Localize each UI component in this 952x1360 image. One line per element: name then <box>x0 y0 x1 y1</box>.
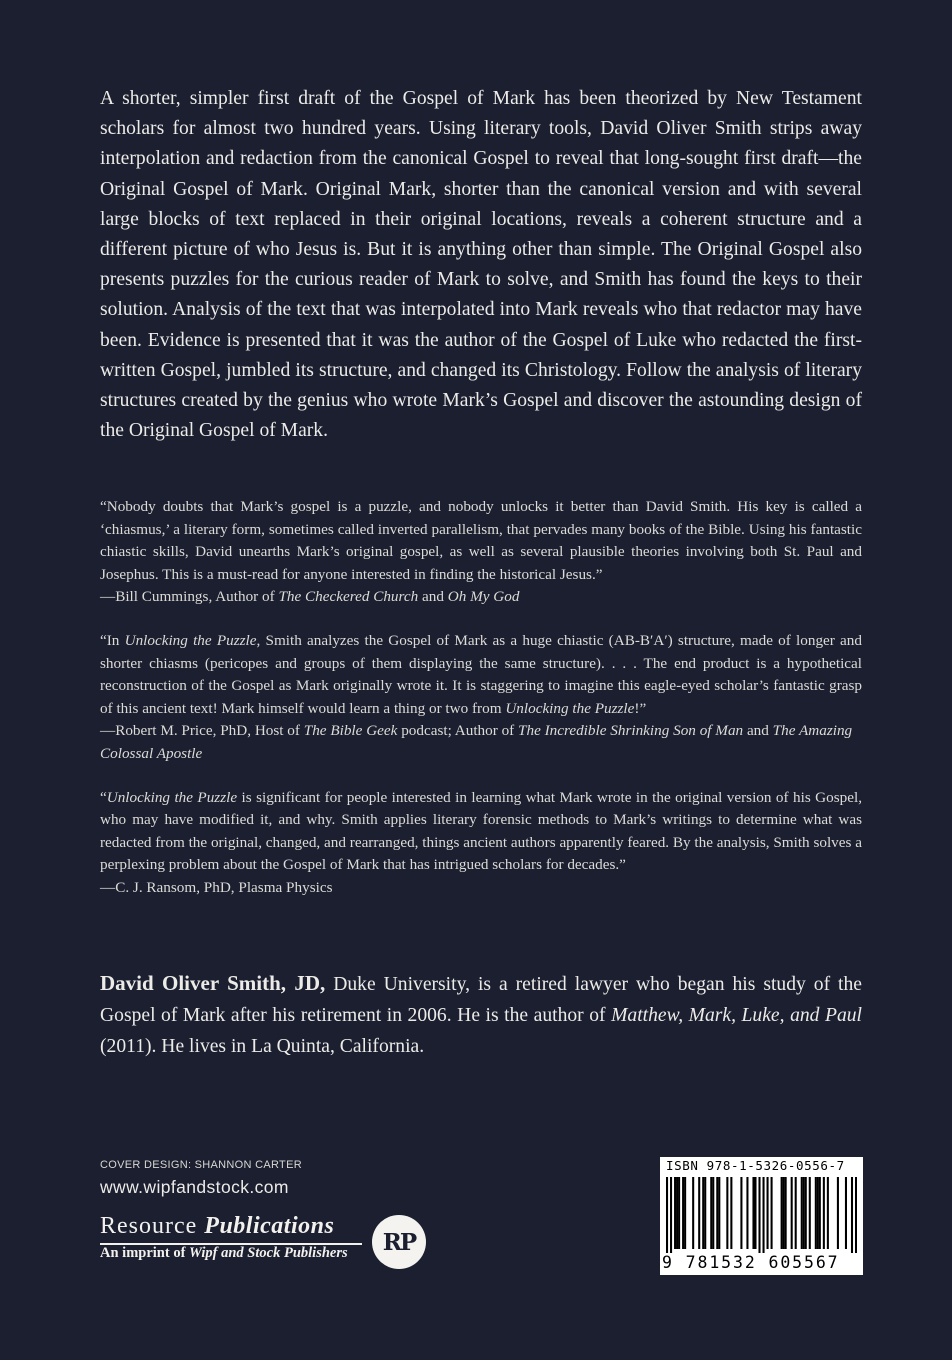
barcode-bar <box>740 1177 742 1249</box>
barcode-bar <box>819 1177 821 1249</box>
barcode-bar <box>678 1177 680 1249</box>
barcode-bar <box>791 1177 793 1249</box>
barcode-bar <box>783 1177 785 1249</box>
barcode-bar <box>815 1177 817 1249</box>
quote-attribution: —Robert M. Price, PhD, Host of The Bible Geek podcast; Author of The Incredible Shrinking Son of Man and The Amazing Colossal Apostle <box>100 722 853 762</box>
barcode-bar <box>785 1177 787 1249</box>
barcode-icon <box>666 1177 857 1253</box>
quote-text: “In Unlocking the Puzzle, Smith analyzes the Gospel of Mark as a huge chiastic (AB-B′A′) structure, made of longer and shorter chiasms (pericopes and groups of them displaying the same structure). . . . The end product is a hypothetical reconstruction of the Gospel as Mark originally wrote it. It is staggering to imagine this eagle-eyed scholar’s fantastic grasp of this ancient text! Mark himself would learn a thing or two from Unlocking the Puzzle!” <box>100 631 862 717</box>
barcode-bar <box>710 1177 712 1249</box>
barcode-bar <box>763 1177 765 1253</box>
barcode-bar <box>781 1177 783 1249</box>
barcode-bar <box>676 1177 678 1249</box>
publisher-name-italic: Publications <box>204 1213 335 1239</box>
publisher-imprint <box>100 1245 348 1262</box>
barcode-bar <box>801 1177 803 1249</box>
barcode-bar <box>684 1177 686 1249</box>
barcode-bar <box>726 1177 728 1249</box>
quote-attribution: —Bill Cummings, Author of The Checkered Church and Oh My God <box>100 588 520 606</box>
barcode-bar <box>771 1177 773 1249</box>
barcode-bar <box>758 1177 760 1253</box>
barcode-bar <box>670 1177 672 1253</box>
barcode-bar <box>817 1177 819 1249</box>
back-cover-blurb: A shorter, simpler first draft of the Gospel of Mark has been theorized by New Testament scholars for almost two hundred years. Using literary tools, David Oliver Smith strips away interpolation and redaction from the canonical Gospel to reveal that long-sought first draft—the Original Gospel of Mark. Original Mark, shorter than the canonical version and with several large blocks of text replaced in their original locations, reveals a coherent structure and a different picture of who Jesus is. But it is anything other than simple. The Original Gospel also presents puzzles for the curious reader of Mark to solve, and Smith has found the keys to their solution. Analysis of the text that was interpolated into Mark reveals who that redactor may have been. Evidence is presented that it was the author of the Gospel of Luke who redacted the first-written Gospel, jumbled its structure, and changed its Christology. Follow the analysis of literary structures created by the genius who wrote Mark’s Gospel and discover the astounding design of the Original Gospel of Mark. <box>100 88 862 442</box>
quote-text: “Unlocking the Puzzle is significant for people interested in learning what Mark wrote in the original version of his Gospel, who may have modified it, and why. Smith applies literary forensic methods to Mark’s writings to determine what was redacted from the original, changed, and rearranged, things ancient authors apparently feared. By the analysis, Smith solves a perplexing problem about the Gospel of Mark that has intrigued scholars for decades.” <box>100 788 862 874</box>
barcode-bar <box>803 1177 805 1249</box>
endorsement-quote <box>100 630 862 766</box>
barcode-bar <box>730 1177 732 1249</box>
endorsements <box>100 496 862 921</box>
rp-logo-icon <box>372 1215 426 1269</box>
endorsement-quote <box>100 496 862 609</box>
barcode-bar <box>855 1177 857 1253</box>
barcode-bar <box>712 1177 714 1249</box>
publisher-name-plain: Resource <box>100 1213 198 1239</box>
cover-design-credit: COVER DESIGN: SHANNON CARTER <box>100 1159 302 1171</box>
publisher-name <box>100 1213 334 1240</box>
barcode-bar <box>718 1177 720 1249</box>
author-bio <box>100 968 862 1062</box>
imprint-prefix: An imprint of <box>100 1245 190 1261</box>
barcode-bar <box>823 1177 825 1249</box>
barcode-bar <box>805 1177 807 1249</box>
barcode-bar <box>666 1177 668 1253</box>
barcode-bar <box>827 1177 829 1249</box>
imprint-name: Wipf and Stock Publishers <box>189 1245 348 1261</box>
barcode-bar <box>698 1177 700 1249</box>
barcode-bar <box>845 1177 847 1249</box>
barcode-bar <box>692 1177 694 1249</box>
endorsement-quote <box>100 787 862 900</box>
barcode-bar <box>809 1177 811 1249</box>
barcode-bar <box>716 1177 718 1249</box>
barcode-bar <box>702 1177 704 1249</box>
barcode-bar <box>795 1177 797 1249</box>
quote-attribution: —C. J. Ransom, PhD, Plasma Physics <box>100 878 333 896</box>
rp-logo-text: RP <box>382 1228 416 1256</box>
publisher-website: www.wipfandstock.com <box>100 1177 289 1197</box>
publisher-logo <box>100 1213 430 1273</box>
barcode-bar <box>674 1177 676 1249</box>
barcode-bar <box>682 1177 684 1249</box>
barcode-bar <box>752 1177 754 1249</box>
barcode-bar <box>767 1177 769 1249</box>
author-bio-text: Duke University, is a retired lawyer who began his study of the Gospel of Mark after his retirement in 2006. He is the author of Matthew, Mark, Luke, and Paul (2011). He lives in La Quinta, California. <box>100 974 862 1057</box>
isbn-digits: 9 781532 605567 <box>662 1253 840 1272</box>
barcode-bar <box>746 1177 748 1249</box>
barcode-bar <box>837 1177 839 1249</box>
isbn-barcode <box>660 1157 863 1275</box>
author-name: David Oliver Smith, JD, <box>100 971 326 995</box>
barcode-bar <box>754 1177 756 1249</box>
barcode-bar <box>704 1177 706 1249</box>
quote-text: “Nobody doubts that Mark’s gospel is a puzzle, and nobody unlocks it better than David Smith. His key is called a ‘chiasmus,’ a literary form, sometimes called inverted parallelism, that pervades many books of the Bible. Using his fantastic chiastic skills, David unearths Mark’s original gospel, as well as several plausible theories involving both St. Paul and Josephus. This is a must-read for anyone interested in finding the historical Jesus.” <box>100 498 862 583</box>
barcode-bar <box>851 1177 853 1253</box>
isbn-label: ISBN 978-1-5326-0556-7 <box>666 1158 845 1173</box>
